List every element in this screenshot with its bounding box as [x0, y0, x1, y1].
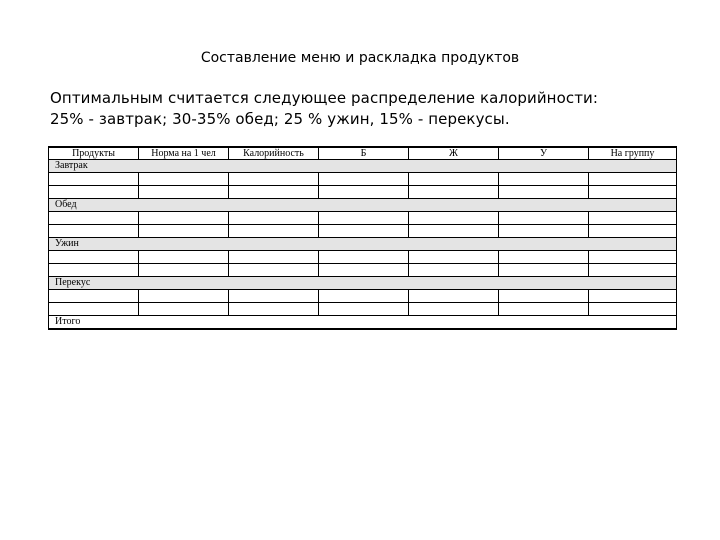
section-label-snack: Перекус	[49, 277, 677, 290]
table-cell[interactable]	[49, 264, 139, 277]
header-norm-per-person: Норма на 1 чел	[139, 147, 229, 160]
table-cell[interactable]	[319, 303, 409, 316]
table-row	[49, 264, 677, 277]
table-cell[interactable]	[589, 225, 677, 238]
table-row	[49, 173, 677, 186]
table-cell[interactable]	[229, 225, 319, 238]
section-row-dinner	[49, 238, 677, 251]
table-cell[interactable]	[319, 212, 409, 225]
table-cell[interactable]	[139, 290, 229, 303]
table-cell[interactable]	[139, 212, 229, 225]
table-cell[interactable]	[49, 173, 139, 186]
table-row	[49, 225, 677, 238]
total-row	[49, 316, 677, 330]
table-cell[interactable]	[589, 212, 677, 225]
table-cell[interactable]	[499, 290, 589, 303]
table-cell[interactable]	[139, 225, 229, 238]
table-cell[interactable]	[49, 186, 139, 199]
table-cell[interactable]	[49, 290, 139, 303]
section-label-lunch: Обед	[49, 199, 677, 212]
table-cell[interactable]	[229, 264, 319, 277]
table-cell[interactable]	[499, 212, 589, 225]
table-cell[interactable]	[499, 173, 589, 186]
table-cell[interactable]	[49, 225, 139, 238]
table-cell[interactable]	[319, 290, 409, 303]
table-cell[interactable]	[229, 212, 319, 225]
table-cell[interactable]	[49, 212, 139, 225]
table-cell[interactable]	[319, 186, 409, 199]
table-cell[interactable]	[139, 303, 229, 316]
table-cell[interactable]	[499, 303, 589, 316]
table-row	[49, 212, 677, 225]
section-row-lunch	[49, 199, 677, 212]
intro-line-2: 25% - завтрак; 30-35% обед; 25 % ужин, 15% - перекусы.	[50, 110, 510, 128]
table-cell[interactable]	[589, 251, 677, 264]
table-cell[interactable]	[139, 186, 229, 199]
table-cell[interactable]	[409, 264, 499, 277]
table-row	[49, 186, 677, 199]
table-header-row	[49, 147, 677, 160]
menu-table	[48, 146, 677, 330]
table-cell[interactable]	[319, 173, 409, 186]
table-cell[interactable]	[409, 173, 499, 186]
table-cell[interactable]	[589, 303, 677, 316]
section-label-breakfast: Завтрак	[49, 160, 677, 173]
table-cell[interactable]	[229, 251, 319, 264]
table-cell[interactable]	[589, 173, 677, 186]
header-carbs: У	[499, 147, 589, 160]
table-cell[interactable]	[499, 264, 589, 277]
section-row-snack	[49, 277, 677, 290]
table-cell[interactable]	[409, 290, 499, 303]
table-cell[interactable]	[319, 264, 409, 277]
table-row	[49, 290, 677, 303]
table-row	[49, 303, 677, 316]
table-cell[interactable]	[589, 290, 677, 303]
table-cell[interactable]	[409, 212, 499, 225]
header-products: Продукты	[49, 147, 139, 160]
table-cell[interactable]	[499, 225, 589, 238]
table-cell[interactable]	[139, 264, 229, 277]
table-cell[interactable]	[229, 186, 319, 199]
intro-paragraph	[50, 88, 690, 130]
header-fat: Ж	[409, 147, 499, 160]
table-cell[interactable]	[409, 303, 499, 316]
header-per-group: На группу	[589, 147, 677, 160]
table-cell[interactable]	[319, 225, 409, 238]
table-cell[interactable]	[499, 251, 589, 264]
table-cell[interactable]	[229, 173, 319, 186]
table-cell[interactable]	[589, 186, 677, 199]
header-protein: Б	[319, 147, 409, 160]
total-label: Итого	[49, 316, 677, 330]
table-cell[interactable]	[409, 186, 499, 199]
table-cell[interactable]	[49, 303, 139, 316]
table-cell[interactable]	[409, 251, 499, 264]
table-cell[interactable]	[229, 303, 319, 316]
intro-line-1: Оптимальным считается следующее распределение калорийности:	[50, 89, 599, 107]
table-cell[interactable]	[139, 251, 229, 264]
table-row	[49, 251, 677, 264]
table-cell[interactable]	[229, 290, 319, 303]
table-cell[interactable]	[49, 251, 139, 264]
table-cell[interactable]	[499, 186, 589, 199]
table-cell[interactable]	[589, 264, 677, 277]
table-cell[interactable]	[319, 251, 409, 264]
table-cell[interactable]	[139, 173, 229, 186]
section-row-breakfast	[49, 160, 677, 173]
table-cell[interactable]	[409, 225, 499, 238]
page-title: Составление меню и раскладка продуктов	[200, 50, 520, 66]
header-calories: Калорийность	[229, 147, 319, 160]
section-label-dinner: Ужин	[49, 238, 677, 251]
